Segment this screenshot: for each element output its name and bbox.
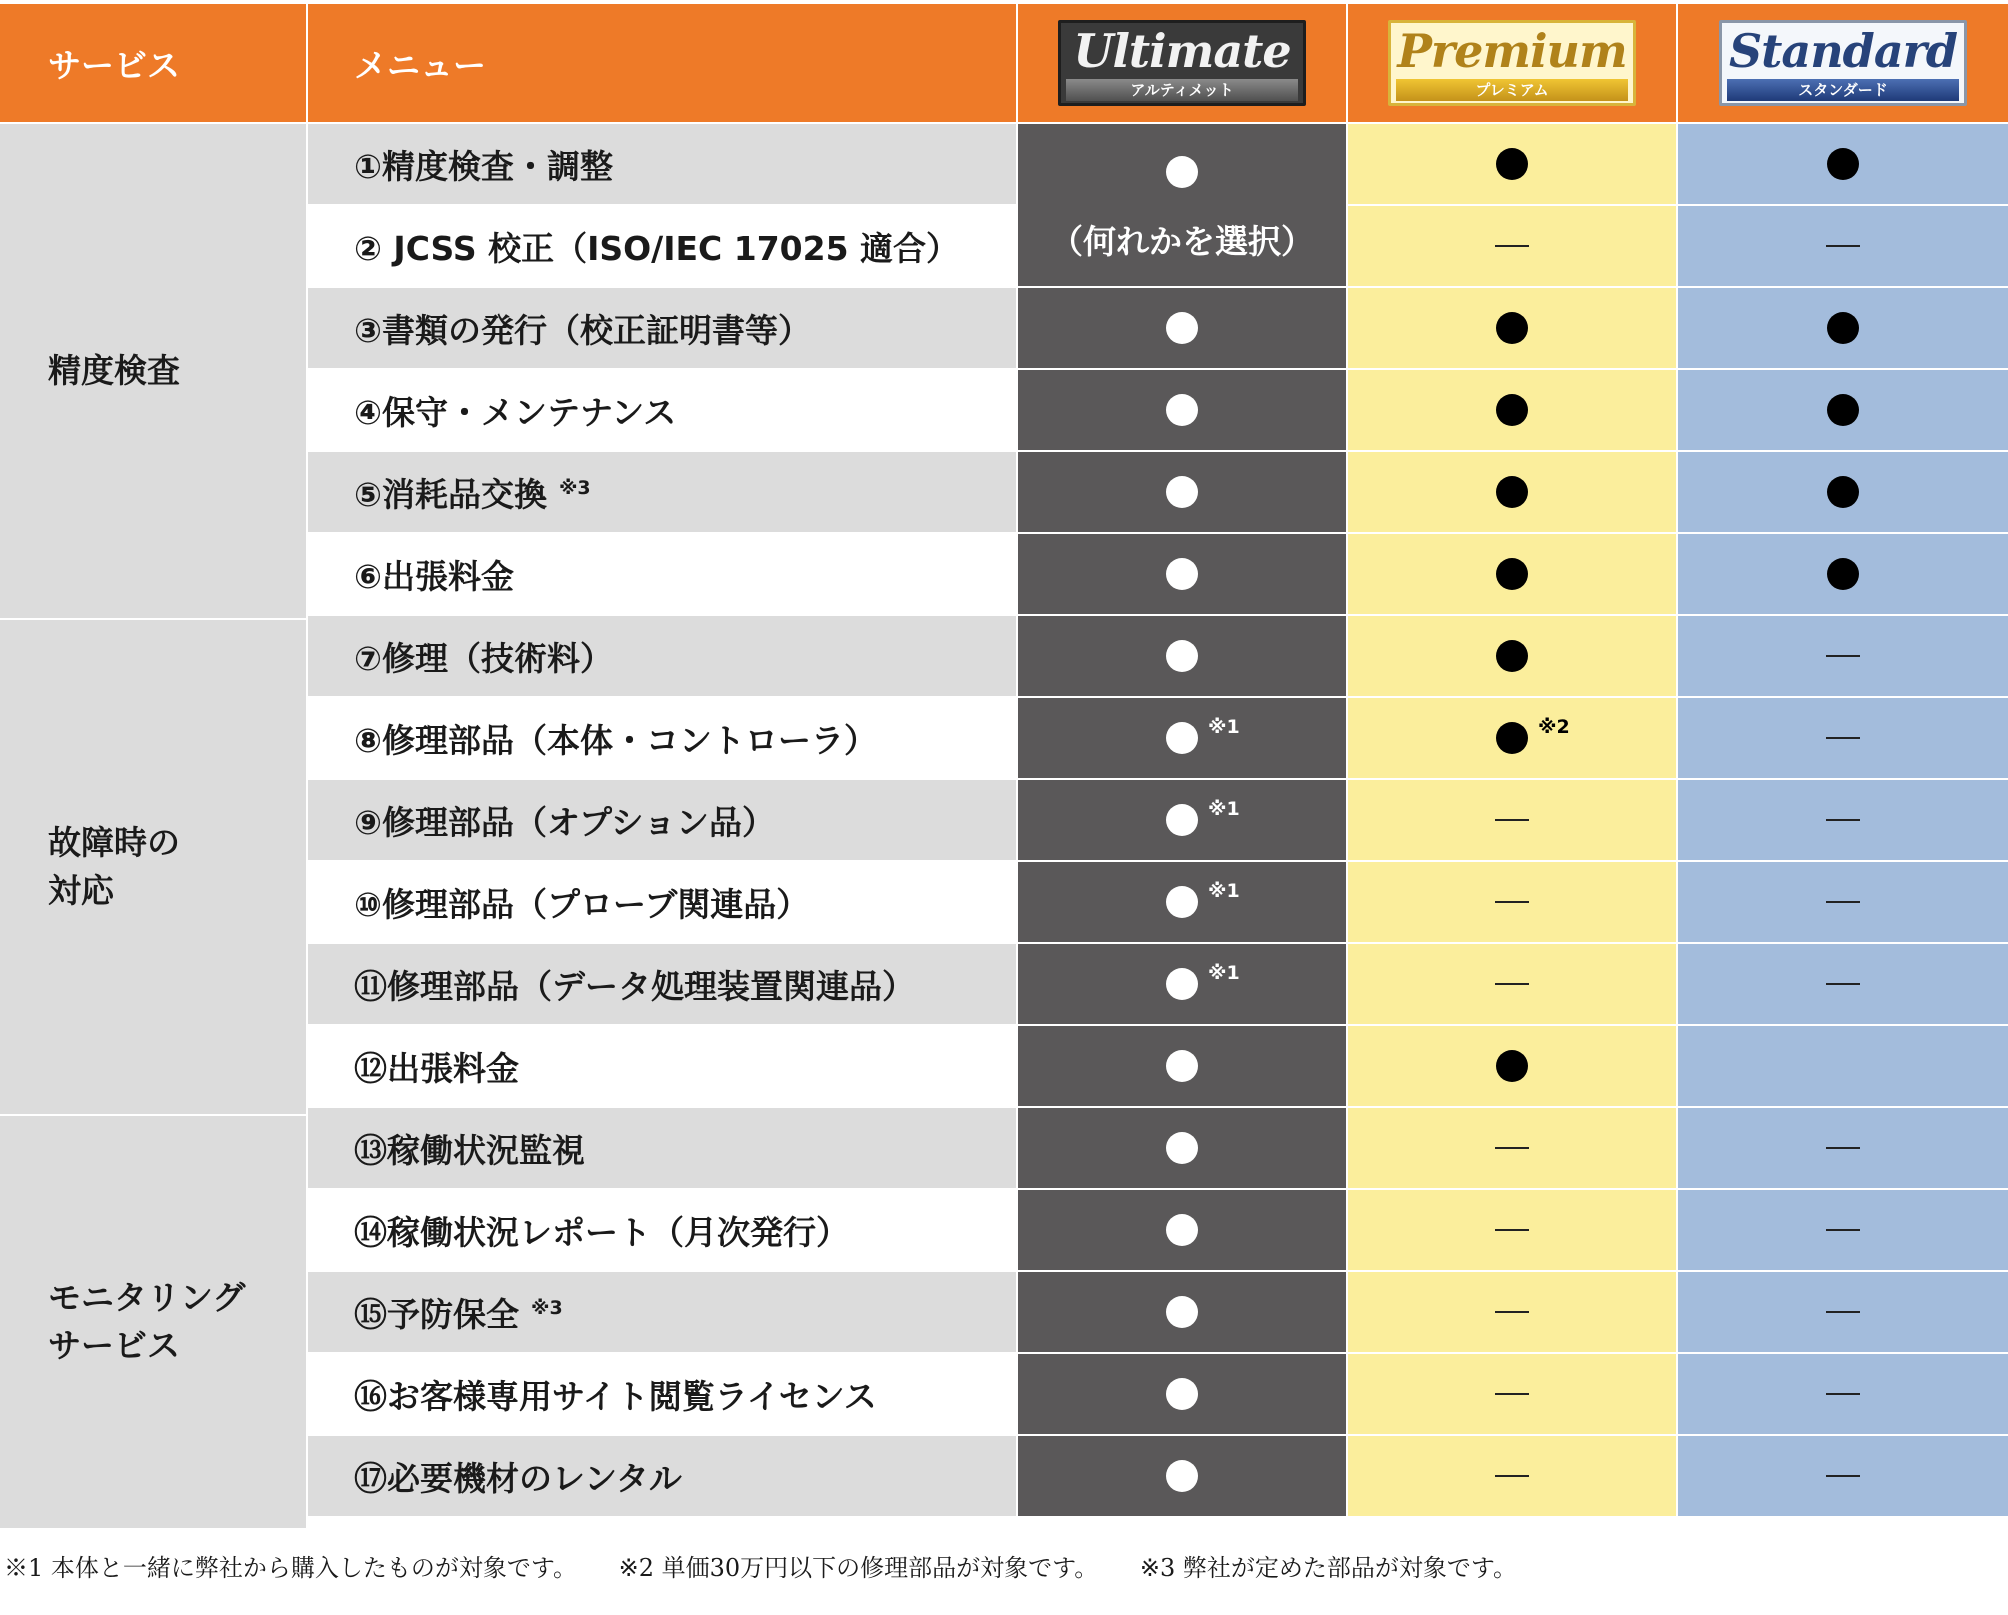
std-cell [1678, 1354, 2008, 1434]
menu-label: ② JCSS 校正（ISO/IEC 17025 適合） [354, 228, 960, 268]
not-included-dash-icon [1826, 983, 1860, 985]
menu-label: ①精度検査・調整 [354, 146, 613, 186]
ultimate-badge [1058, 20, 1306, 106]
menu-cell [308, 1272, 1016, 1352]
not-included-dash-icon [1495, 1393, 1529, 1395]
std-cell [1678, 1108, 2008, 1188]
not-included-dash-icon [1826, 1311, 1860, 1313]
ultimate-merged-cell [1018, 124, 1346, 286]
ult-cell [1018, 698, 1346, 778]
not-included-dash-icon [1826, 245, 1860, 247]
cell-note: ※1 [1208, 880, 1240, 902]
ult-cell [1018, 1026, 1346, 1106]
group-failure [0, 620, 306, 1114]
std-cell [1678, 862, 2008, 942]
group-label: モニタリング サービス [48, 1278, 246, 1365]
std-cell [1678, 370, 2008, 450]
included-dot-icon [1166, 722, 1198, 754]
menu-note: ※3 [558, 477, 591, 499]
not-included-dash-icon [1826, 737, 1860, 739]
menu-note: ※3 [531, 1297, 563, 1319]
ultimate-name: Ultimate [1073, 24, 1291, 78]
std-cell [1678, 780, 2008, 860]
not-included-dash-icon [1495, 1311, 1529, 1313]
included-dot-icon [1496, 476, 1528, 508]
menu-label: ⑮予防保全 [354, 1294, 519, 1334]
ult-cell [1018, 534, 1346, 614]
menu-cell [308, 862, 1016, 942]
std-cell [1678, 288, 2008, 368]
premium-name: Premium [1397, 24, 1627, 78]
menu-cell [308, 534, 1016, 614]
standard-name: Standard [1728, 24, 1958, 78]
header-service-label: サービス [48, 45, 180, 85]
ult-cell [1018, 1272, 1346, 1352]
pre-cell [1348, 1026, 1676, 1106]
pre-cell [1348, 1436, 1676, 1516]
pre-cell [1348, 452, 1676, 532]
menu-cell [308, 616, 1016, 696]
header-ultimate [1018, 4, 1346, 122]
menu-cell [308, 288, 1016, 368]
included-dot-icon [1166, 1214, 1198, 1246]
included-dot-icon [1166, 394, 1198, 426]
menu-label: ④保守・メンテナンス [354, 392, 677, 432]
included-dot-icon [1166, 558, 1198, 590]
ult-cell [1018, 1108, 1346, 1188]
footnotes [4, 1548, 1551, 1583]
pre-cell [1348, 1272, 1676, 1352]
menu-cell [308, 1190, 1016, 1270]
not-included-dash-icon [1495, 1147, 1529, 1149]
menu-cell [308, 1026, 1016, 1106]
included-dot-icon [1496, 1050, 1528, 1082]
not-included-dash-icon [1826, 901, 1860, 903]
not-included-dash-icon [1495, 819, 1529, 821]
included-dot-icon [1166, 968, 1198, 1000]
std-cell [1678, 206, 2008, 286]
pre-cell [1348, 780, 1676, 860]
pre-cell [1348, 698, 1676, 778]
premium-sub: プレミアム [1396, 79, 1628, 101]
menu-label: ⑥出張料金 [354, 556, 514, 596]
standard-badge [1719, 20, 1967, 106]
included-dot-icon [1166, 886, 1198, 918]
not-included-dash-icon [1826, 1147, 1860, 1149]
ult-cell [1018, 452, 1346, 532]
pre-cell [1348, 370, 1676, 450]
included-dot-icon [1827, 558, 1859, 590]
menu-cell [308, 206, 1016, 286]
menu-label: ⑨修理部品（オプション品） [354, 802, 775, 842]
menu-label: ⑤消耗品交換 [354, 474, 547, 514]
ult-cell [1018, 616, 1346, 696]
group-accuracy [0, 124, 306, 618]
menu-label: ⑦修理（技術料） [354, 638, 613, 678]
pre-cell [1348, 288, 1676, 368]
included-dot-icon [1166, 312, 1198, 344]
premium-badge [1388, 20, 1636, 106]
std-cell [1678, 1436, 2008, 1516]
pre-cell [1348, 616, 1676, 696]
menu-cell [308, 698, 1016, 778]
std-cell [1678, 124, 2008, 204]
footnote-1: ※1 本体と一緒に弊社から購入したものが対象です。 [4, 1554, 577, 1582]
included-dot-icon [1166, 640, 1198, 672]
menu-cell [308, 1436, 1016, 1516]
std-cell [1678, 698, 2008, 778]
included-dot-icon [1166, 1460, 1198, 1492]
included-dot-icon [1496, 640, 1528, 672]
ult-cell [1018, 780, 1346, 860]
merged-cell-text: （何れかを選択） [1050, 222, 1314, 261]
ult-cell [1018, 288, 1346, 368]
not-included-dash-icon [1826, 1229, 1860, 1231]
not-included-dash-icon [1495, 983, 1529, 985]
cell-note: ※1 [1208, 716, 1240, 738]
not-included-dash-icon [1826, 1475, 1860, 1477]
ult-cell [1018, 370, 1346, 450]
group-label: 精度検査 [48, 351, 180, 390]
included-dot-icon [1166, 1050, 1198, 1082]
not-included-dash-icon [1495, 901, 1529, 903]
pre-cell [1348, 1354, 1676, 1434]
footnote-3: ※3 弊社が定めた部品が対象です。 [1139, 1554, 1517, 1582]
pre-cell [1348, 206, 1676, 286]
included-dot-icon [1166, 804, 1198, 836]
menu-label: ⑫出張料金 [354, 1048, 519, 1088]
cell-note: ※1 [1208, 962, 1240, 984]
std-cell [1678, 616, 2008, 696]
included-dot-icon [1166, 1132, 1198, 1164]
std-cell [1678, 452, 2008, 532]
header-service [0, 4, 306, 122]
included-dot-icon [1827, 394, 1859, 426]
menu-cell [308, 1108, 1016, 1188]
header-menu-label: メニュー [354, 45, 486, 85]
not-included-dash-icon [1826, 655, 1860, 657]
header-standard [1678, 4, 2008, 122]
included-dot-icon [1166, 1296, 1198, 1328]
not-included-dash-icon [1495, 1229, 1529, 1231]
menu-label: ③書類の発行（校正証明書等） [354, 310, 811, 350]
included-dot-icon [1827, 312, 1859, 344]
pre-cell [1348, 124, 1676, 204]
menu-label: ⑩修理部品（プローブ関連品） [354, 884, 810, 924]
menu-cell [308, 370, 1016, 450]
ult-cell [1018, 1436, 1346, 1516]
menu-cell [308, 452, 1016, 532]
not-included-dash-icon [1495, 1475, 1529, 1477]
std-cell [1678, 944, 2008, 1024]
pre-cell [1348, 862, 1676, 942]
included-dot-icon [1496, 312, 1528, 344]
included-dot-icon [1496, 148, 1528, 180]
std-cell [1678, 534, 2008, 614]
menu-cell [308, 944, 1016, 1024]
not-included-dash-icon [1826, 1393, 1860, 1395]
group-label: 故障時の 対応 [48, 823, 180, 910]
cell-note: ※1 [1208, 798, 1240, 820]
group-monitoring [0, 1116, 306, 1528]
pre-cell [1348, 944, 1676, 1024]
included-dot-icon [1827, 148, 1859, 180]
footnote-2: ※2 単価30万円以下の修理部品が対象です。 [618, 1554, 1099, 1582]
menu-label: ⑪修理部品（データ処理装置関連品） [354, 966, 915, 1006]
included-dot-icon [1496, 722, 1528, 754]
header-menu [308, 4, 1016, 122]
not-included-dash-icon [1495, 245, 1529, 247]
included-dot-icon [1827, 476, 1859, 508]
not-included-dash-icon [1826, 819, 1860, 821]
std-cell [1678, 1190, 2008, 1270]
ultimate-dot [1166, 156, 1198, 188]
ult-cell [1018, 862, 1346, 942]
menu-cell [308, 124, 1016, 204]
menu-label: ⑬稼働状況監視 [354, 1130, 585, 1170]
ult-cell [1018, 1354, 1346, 1434]
pre-cell [1348, 534, 1676, 614]
ult-cell [1018, 944, 1346, 1024]
included-dot-icon [1166, 476, 1198, 508]
included-dot-icon [1166, 1378, 1198, 1410]
ult-cell [1018, 1190, 1346, 1270]
menu-cell [308, 780, 1016, 860]
pre-cell [1348, 1108, 1676, 1188]
included-dot-icon [1496, 394, 1528, 426]
menu-label: ⑯お客様専用サイト閲覧ライセンス [354, 1376, 877, 1416]
std-cell [1678, 1272, 2008, 1352]
ultimate-sub: アルティメット [1066, 79, 1298, 101]
header-premium [1348, 4, 1676, 122]
menu-label: ⑧修理部品（本体・コントローラ） [354, 720, 877, 760]
cell-note: ※2 [1538, 716, 1570, 738]
menu-cell [308, 1354, 1016, 1434]
menu-label: ⑰必要機材のレンタル [354, 1458, 682, 1498]
standard-sub: スタンダード [1727, 79, 1959, 101]
included-dot-icon [1496, 558, 1528, 590]
std-cell [1678, 1026, 2008, 1106]
menu-label: ⑭稼働状況レポート（月次発行） [354, 1212, 849, 1252]
pre-cell [1348, 1190, 1676, 1270]
